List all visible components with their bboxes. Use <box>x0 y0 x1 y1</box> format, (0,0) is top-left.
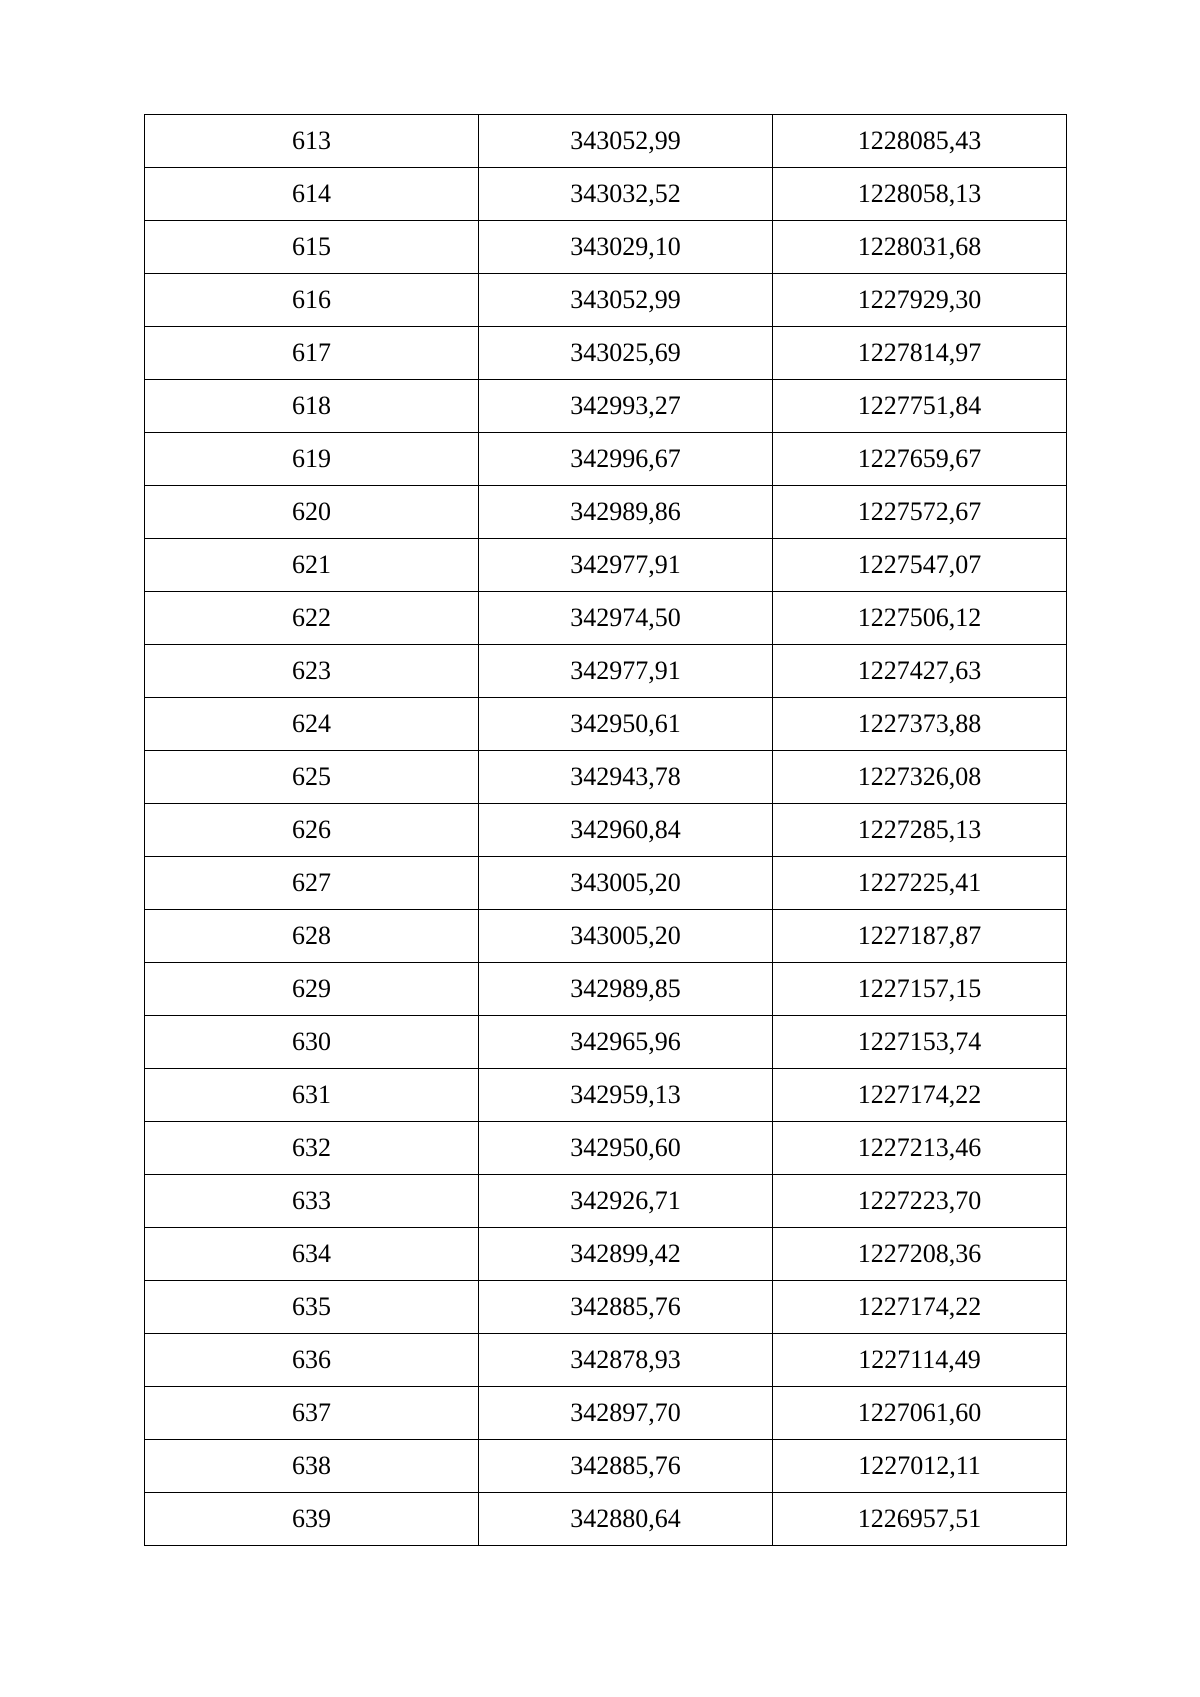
y-coordinate-cell: 1227659,67 <box>773 433 1067 486</box>
point-number-cell: 619 <box>145 433 479 486</box>
y-coordinate-cell: 1227506,12 <box>773 592 1067 645</box>
point-number-cell: 624 <box>145 698 479 751</box>
y-coordinate-cell: 1227153,74 <box>773 1016 1067 1069</box>
x-coordinate-cell: 342989,85 <box>479 963 773 1016</box>
point-number-cell: 638 <box>145 1440 479 1493</box>
table-row <box>145 751 1067 804</box>
table-row <box>145 539 1067 592</box>
y-coordinate-cell: 1227223,70 <box>773 1175 1067 1228</box>
point-number-cell: 614 <box>145 168 479 221</box>
coordinates-table <box>144 114 1067 1546</box>
table-row <box>145 963 1067 1016</box>
point-number-cell: 639 <box>145 1493 479 1546</box>
table-row <box>145 115 1067 168</box>
x-coordinate-cell: 343005,20 <box>479 857 773 910</box>
y-coordinate-cell: 1228031,68 <box>773 221 1067 274</box>
point-number-cell: 617 <box>145 327 479 380</box>
point-number-cell: 615 <box>145 221 479 274</box>
point-number-cell: 618 <box>145 380 479 433</box>
x-coordinate-cell: 342885,76 <box>479 1440 773 1493</box>
table-row <box>145 1440 1067 1493</box>
x-coordinate-cell: 343052,99 <box>479 115 773 168</box>
x-coordinate-cell: 342989,86 <box>479 486 773 539</box>
point-number-cell: 629 <box>145 963 479 1016</box>
x-coordinate-cell: 342885,76 <box>479 1281 773 1334</box>
table-row <box>145 327 1067 380</box>
point-number-cell: 631 <box>145 1069 479 1122</box>
table-row <box>145 698 1067 751</box>
table-row <box>145 221 1067 274</box>
x-coordinate-cell: 342926,71 <box>479 1175 773 1228</box>
x-coordinate-cell: 342943,78 <box>479 751 773 804</box>
x-coordinate-cell: 342950,61 <box>479 698 773 751</box>
point-number-cell: 613 <box>145 115 479 168</box>
table-row <box>145 168 1067 221</box>
y-coordinate-cell: 1228085,43 <box>773 115 1067 168</box>
table-row <box>145 1122 1067 1175</box>
y-coordinate-cell: 1227285,13 <box>773 804 1067 857</box>
y-coordinate-cell: 1227157,15 <box>773 963 1067 1016</box>
table-row <box>145 1069 1067 1122</box>
x-coordinate-cell: 342880,64 <box>479 1493 773 1546</box>
y-coordinate-cell: 1227326,08 <box>773 751 1067 804</box>
table-row <box>145 1387 1067 1440</box>
table-row <box>145 486 1067 539</box>
x-coordinate-cell: 343025,69 <box>479 327 773 380</box>
point-number-cell: 630 <box>145 1016 479 1069</box>
x-coordinate-cell: 342950,60 <box>479 1122 773 1175</box>
x-coordinate-cell: 343032,52 <box>479 168 773 221</box>
y-coordinate-cell: 1227547,07 <box>773 539 1067 592</box>
point-number-cell: 620 <box>145 486 479 539</box>
x-coordinate-cell: 342960,84 <box>479 804 773 857</box>
x-coordinate-cell: 342959,13 <box>479 1069 773 1122</box>
y-coordinate-cell: 1227373,88 <box>773 698 1067 751</box>
table-row <box>145 910 1067 963</box>
point-number-cell: 627 <box>145 857 479 910</box>
point-number-cell: 636 <box>145 1334 479 1387</box>
x-coordinate-cell: 342965,96 <box>479 1016 773 1069</box>
y-coordinate-cell: 1226957,51 <box>773 1493 1067 1546</box>
table-row <box>145 804 1067 857</box>
y-coordinate-cell: 1227225,41 <box>773 857 1067 910</box>
y-coordinate-cell: 1227174,22 <box>773 1281 1067 1334</box>
y-coordinate-cell: 1227114,49 <box>773 1334 1067 1387</box>
point-number-cell: 621 <box>145 539 479 592</box>
point-number-cell: 626 <box>145 804 479 857</box>
table-row <box>145 1016 1067 1069</box>
x-coordinate-cell: 343052,99 <box>479 274 773 327</box>
table-row <box>145 433 1067 486</box>
y-coordinate-cell: 1227814,97 <box>773 327 1067 380</box>
point-number-cell: 623 <box>145 645 479 698</box>
table-row <box>145 857 1067 910</box>
y-coordinate-cell: 1227012,11 <box>773 1440 1067 1493</box>
table-row <box>145 380 1067 433</box>
y-coordinate-cell: 1227187,87 <box>773 910 1067 963</box>
point-number-cell: 634 <box>145 1228 479 1281</box>
x-coordinate-cell: 343029,10 <box>479 221 773 274</box>
x-coordinate-cell: 342993,27 <box>479 380 773 433</box>
x-coordinate-cell: 342878,93 <box>479 1334 773 1387</box>
x-coordinate-cell: 342897,70 <box>479 1387 773 1440</box>
table-row <box>145 645 1067 698</box>
x-coordinate-cell: 342996,67 <box>479 433 773 486</box>
table-row <box>145 1281 1067 1334</box>
y-coordinate-cell: 1227213,46 <box>773 1122 1067 1175</box>
y-coordinate-cell: 1227929,30 <box>773 274 1067 327</box>
y-coordinate-cell: 1227751,84 <box>773 380 1067 433</box>
point-number-cell: 635 <box>145 1281 479 1334</box>
point-number-cell: 637 <box>145 1387 479 1440</box>
x-coordinate-cell: 342977,91 <box>479 645 773 698</box>
x-coordinate-cell: 342974,50 <box>479 592 773 645</box>
x-coordinate-cell: 342899,42 <box>479 1228 773 1281</box>
table-row <box>145 1175 1067 1228</box>
table-row <box>145 1493 1067 1546</box>
x-coordinate-cell: 343005,20 <box>479 910 773 963</box>
point-number-cell: 625 <box>145 751 479 804</box>
y-coordinate-cell: 1227427,63 <box>773 645 1067 698</box>
table-row <box>145 1228 1067 1281</box>
point-number-cell: 616 <box>145 274 479 327</box>
table-row <box>145 274 1067 327</box>
y-coordinate-cell: 1227061,60 <box>773 1387 1067 1440</box>
coordinates-table-body <box>145 115 1067 1546</box>
table-row <box>145 1334 1067 1387</box>
point-number-cell: 622 <box>145 592 479 645</box>
point-number-cell: 628 <box>145 910 479 963</box>
y-coordinate-cell: 1228058,13 <box>773 168 1067 221</box>
y-coordinate-cell: 1227208,36 <box>773 1228 1067 1281</box>
point-number-cell: 632 <box>145 1122 479 1175</box>
x-coordinate-cell: 342977,91 <box>479 539 773 592</box>
y-coordinate-cell: 1227174,22 <box>773 1069 1067 1122</box>
point-number-cell: 633 <box>145 1175 479 1228</box>
table-row <box>145 592 1067 645</box>
y-coordinate-cell: 1227572,67 <box>773 486 1067 539</box>
